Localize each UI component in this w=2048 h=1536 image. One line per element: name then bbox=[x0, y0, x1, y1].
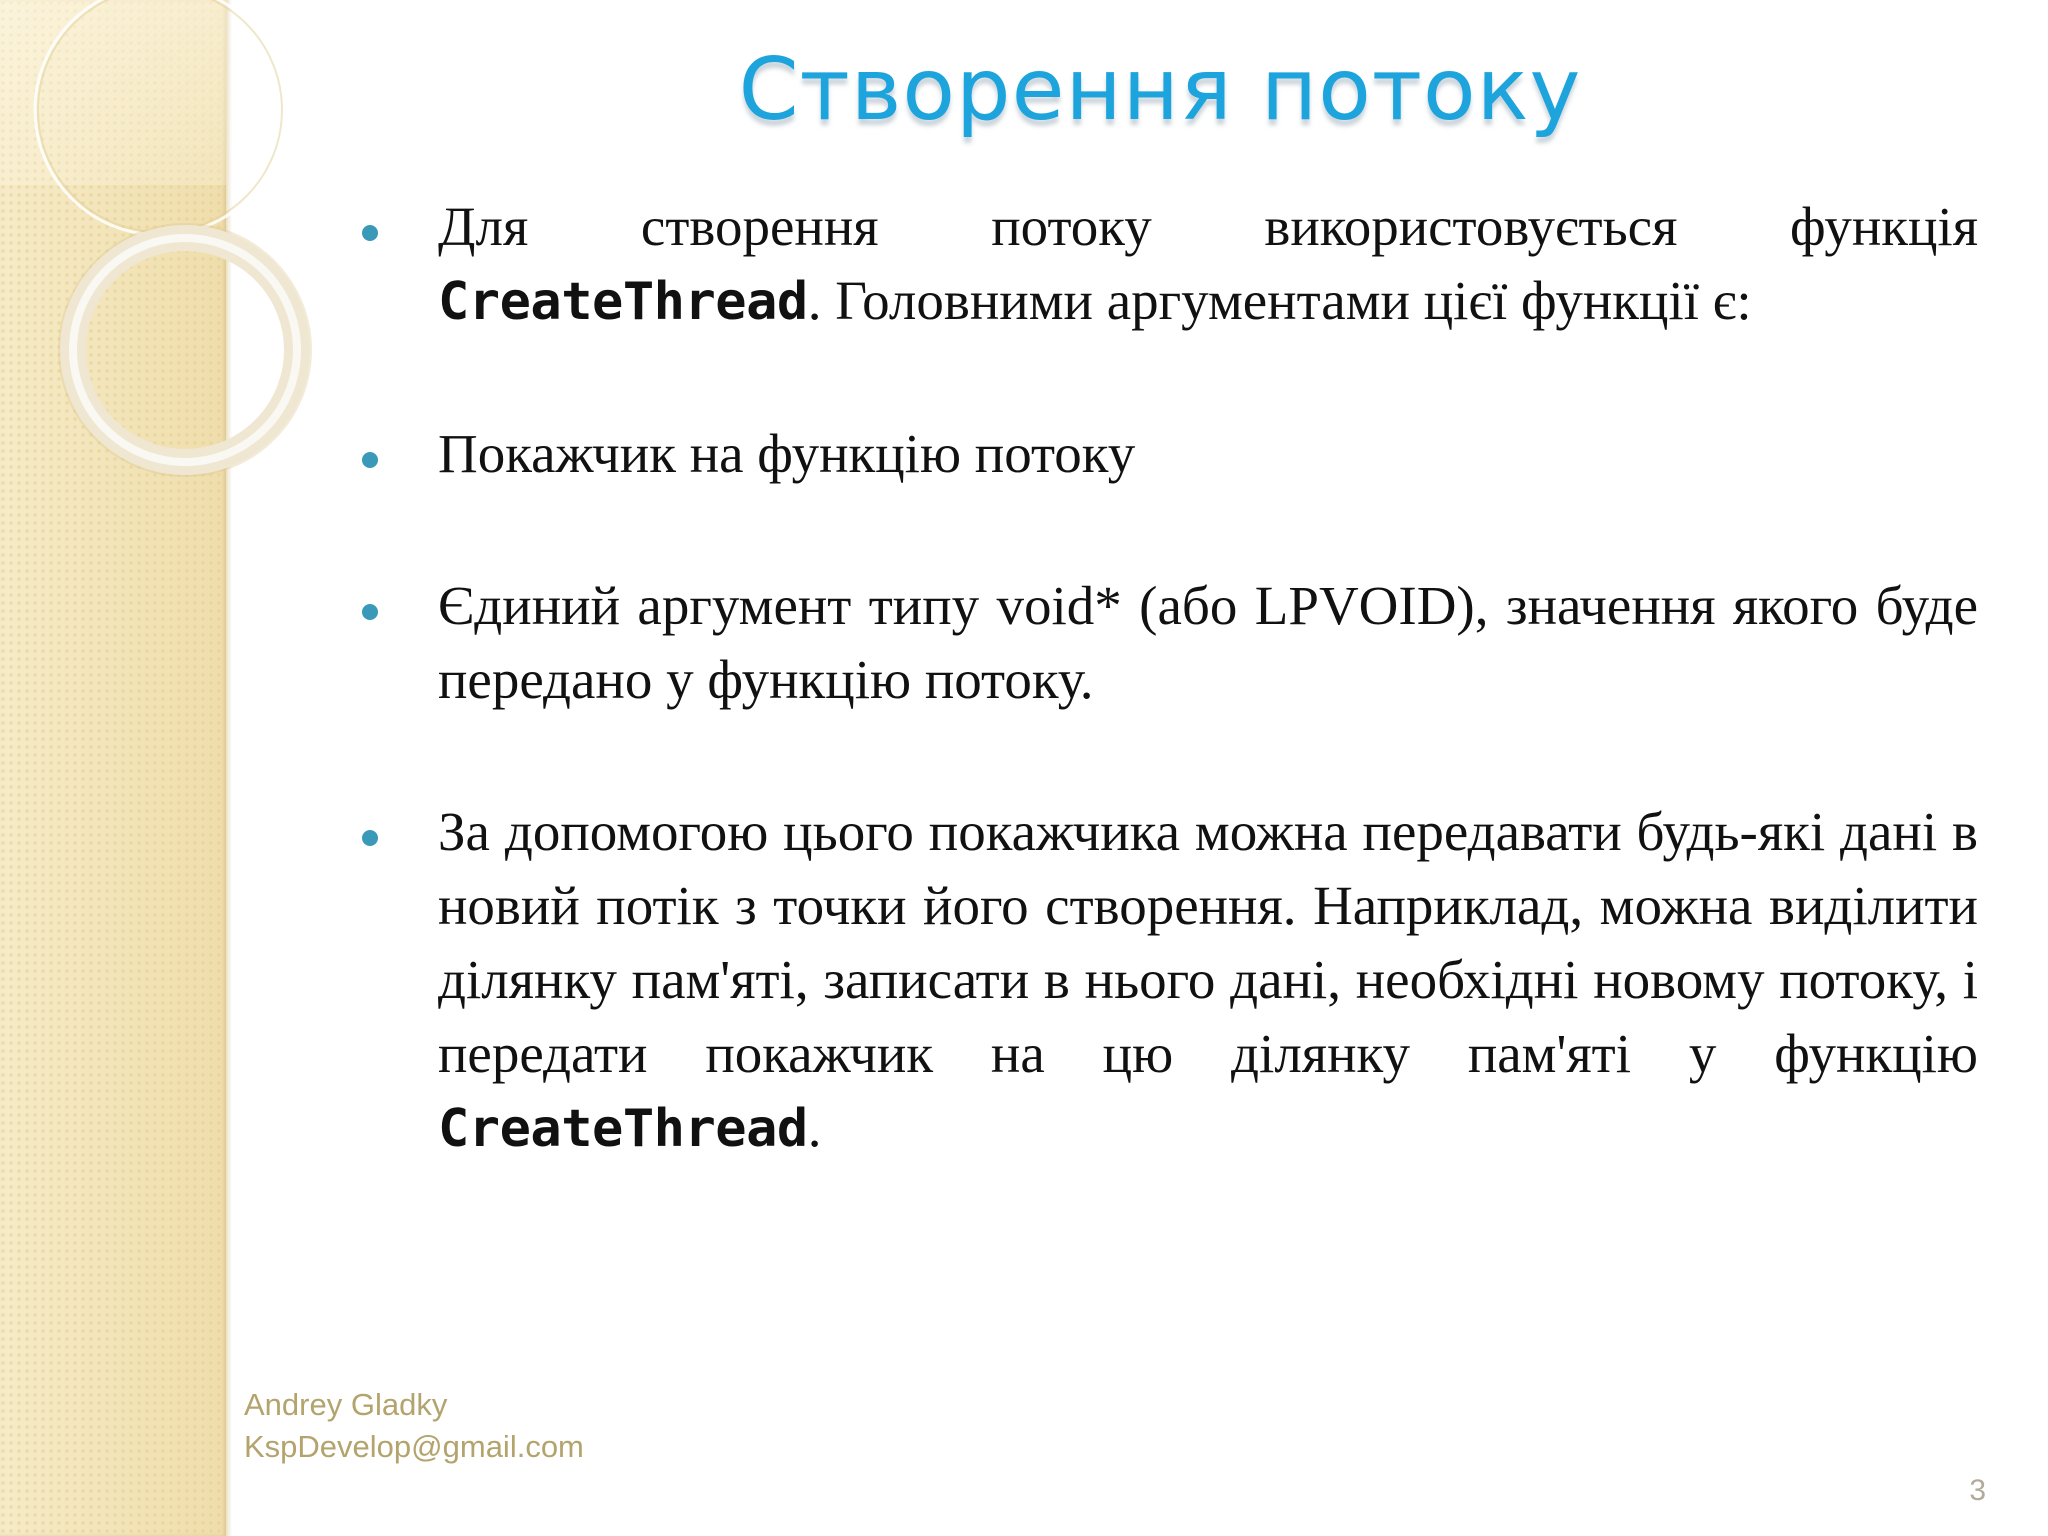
bullet-text: Покажчик на функцію потоку bbox=[438, 423, 1136, 484]
ring-decoration-icon bbox=[0, 0, 420, 520]
slide-title: Створення потоку bbox=[738, 40, 1582, 140]
footer-email: KspDevelop@gmail.com bbox=[244, 1429, 584, 1464]
bullet-dot-icon bbox=[362, 830, 378, 846]
bullet-text-part: За допомогою цього покажчика можна передавати будь-які дані в новий потік з точки його створення. Наприклад, можна виділити ділянку пам'яті, записати в нього дані, необхідні новому потоку, і передати покажчик на цю ділянку пам'яті у функцію bbox=[438, 801, 1978, 1084]
bullet-item-function-pointer bbox=[362, 417, 1978, 491]
code-function-name: CreateThread bbox=[438, 272, 808, 332]
bullet-dot-icon bbox=[362, 225, 378, 241]
footer-author-name: Andrey Gladky bbox=[244, 1387, 448, 1422]
bullet-item-void-argument bbox=[362, 569, 1978, 717]
code-function-name: CreateThread bbox=[438, 1099, 808, 1159]
bullet-item-pass-data bbox=[362, 795, 1978, 1166]
bullet-list bbox=[362, 190, 1978, 1166]
bullet-dot-icon bbox=[362, 452, 378, 468]
bullet-text: Єдиний аргумент типу void* (або LPVOID), значення якого буде передано у функцію потоку. bbox=[438, 575, 1978, 710]
footer-author-block bbox=[244, 1384, 604, 1468]
bullet-text-part: . Головними аргументами цієї функції є: bbox=[807, 270, 1752, 331]
slide-number: 3 bbox=[1969, 1474, 1986, 1507]
bullet-text-part: . bbox=[807, 1097, 822, 1158]
bullet-item-createthread bbox=[362, 190, 1978, 339]
bullet-text-part: Для створення потоку використовується функція bbox=[438, 196, 1978, 257]
bullet-dot-icon bbox=[362, 604, 378, 620]
